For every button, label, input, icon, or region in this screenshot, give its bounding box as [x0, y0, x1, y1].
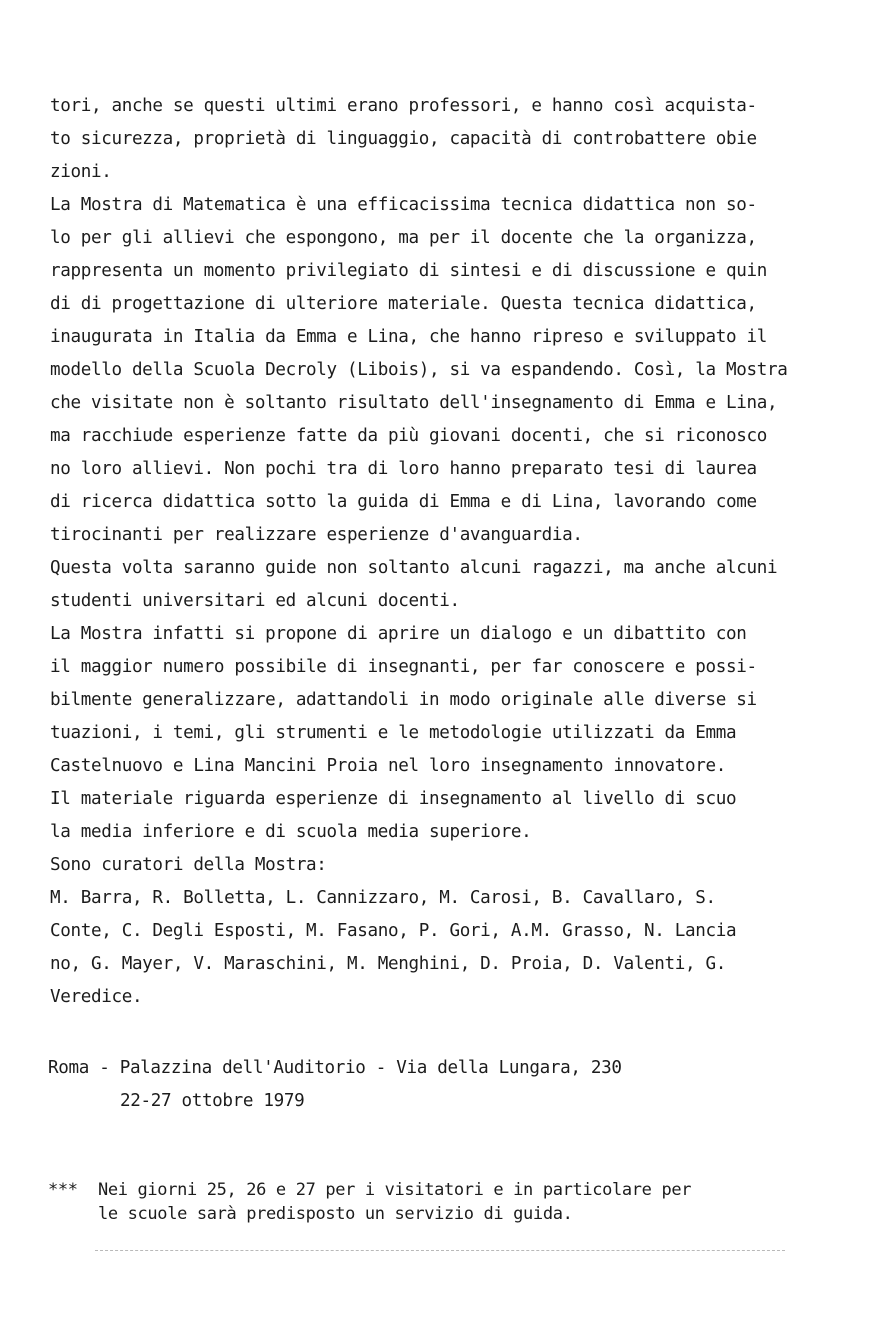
text-line: rappresenta un momento privilegiato di sintesi e di discussione e quin: [50, 261, 767, 281]
text-line: il maggior numero possibile di insegnanti, per far conoscere e possi-: [50, 657, 757, 677]
text-line: La Mostra di Matematica è una efficacissima tecnica didattica non so-: [50, 195, 757, 215]
text-line: modello della Scuola Decroly (Libois), si va espandendo. Così, la Mostra: [50, 360, 788, 380]
curators-line: M. Barra, R. Bolletta, L. Cannizzaro, M. Carosi, B. Cavallaro, S.: [50, 888, 716, 908]
venue-line: Roma - Palazzina dell'Auditorio - Via della Lungara, 230: [48, 1058, 622, 1078]
text-line: lo per gli allievi che espongono, ma per il docente che la organizza,: [50, 228, 757, 248]
text-line: Sono curatori della Mostra:: [50, 855, 327, 875]
curators-line: Veredice.: [50, 987, 143, 1007]
text-line: tuazioni, i temi, gli strumenti e le metodologie utilizzati da Emma: [50, 723, 737, 743]
text-line: to sicurezza, proprietà di linguaggio, capacità di controbattere obie: [50, 129, 757, 149]
text-line: no loro allievi. Non pochi tra di loro hanno preparato tesi di laurea: [50, 459, 757, 479]
event-address: [48, 1052, 622, 1118]
text-line: inaugurata in Italia da Emma e Lina, che hanno ripreso e sviluppato il: [50, 327, 767, 347]
text-line: Questa volta saranno guide non soltanto alcuni ragazzi, ma anche alcuni: [50, 558, 778, 578]
body-text: [50, 90, 850, 1014]
text-line: La Mostra infatti si propone di aprire un dialogo e un dibattito con: [50, 624, 747, 644]
text-line: studenti universitari ed alcuni docenti.: [50, 591, 460, 611]
text-line: ma racchiude esperienze fatte da più giovani docenti, che si riconosco: [50, 426, 767, 446]
bottom-rule: [95, 1250, 785, 1251]
text-line: tori, anche se questi ultimi erano professori, e hanno così acquista-: [50, 96, 757, 116]
curators-line: no, G. Mayer, V. Maraschini, M. Menghini, D. Proia, D. Valenti, G.: [50, 954, 726, 974]
text-line: la media inferiore e di scuola media superiore.: [50, 822, 532, 842]
text-line: di ricerca didattica sotto la guida di Emma e di Lina, lavorando come: [50, 492, 757, 512]
text-line: di di progettazione di ulteriore materiale. Questa tecnica didattica,: [50, 294, 757, 314]
text-line: Il materiale riguarda esperienze di insegnamento al livello di scuo: [50, 789, 737, 809]
text-line: bilmente generalizzare, adattandoli in modo originale alle diverse si: [50, 690, 757, 710]
footnote: [48, 1178, 808, 1226]
text-line: tirocinanti per realizzare esperienze d'avanguardia.: [50, 525, 583, 545]
footnote-marker: ***: [48, 1180, 78, 1200]
curators-line: Conte, C. Degli Esposti, M. Fasano, P. Gori, A.M. Grasso, N. Lancia: [50, 921, 737, 941]
text-line: Castelnuovo e Lina Mancini Proia nel loro insegnamento innovatore.: [50, 756, 726, 776]
footnote-line: Nei giorni 25, 26 e 27 per i visitatori e in particolare per: [98, 1180, 692, 1200]
text-line: zioni.: [50, 162, 112, 182]
footnote-line: le scuole sarà predisposto un servizio di guida.: [98, 1204, 573, 1224]
dates-line: 22-27 ottobre 1979: [120, 1091, 305, 1111]
text-line: che visitate non è soltanto risultato dell'insegnamento di Emma e Lina,: [50, 393, 778, 413]
